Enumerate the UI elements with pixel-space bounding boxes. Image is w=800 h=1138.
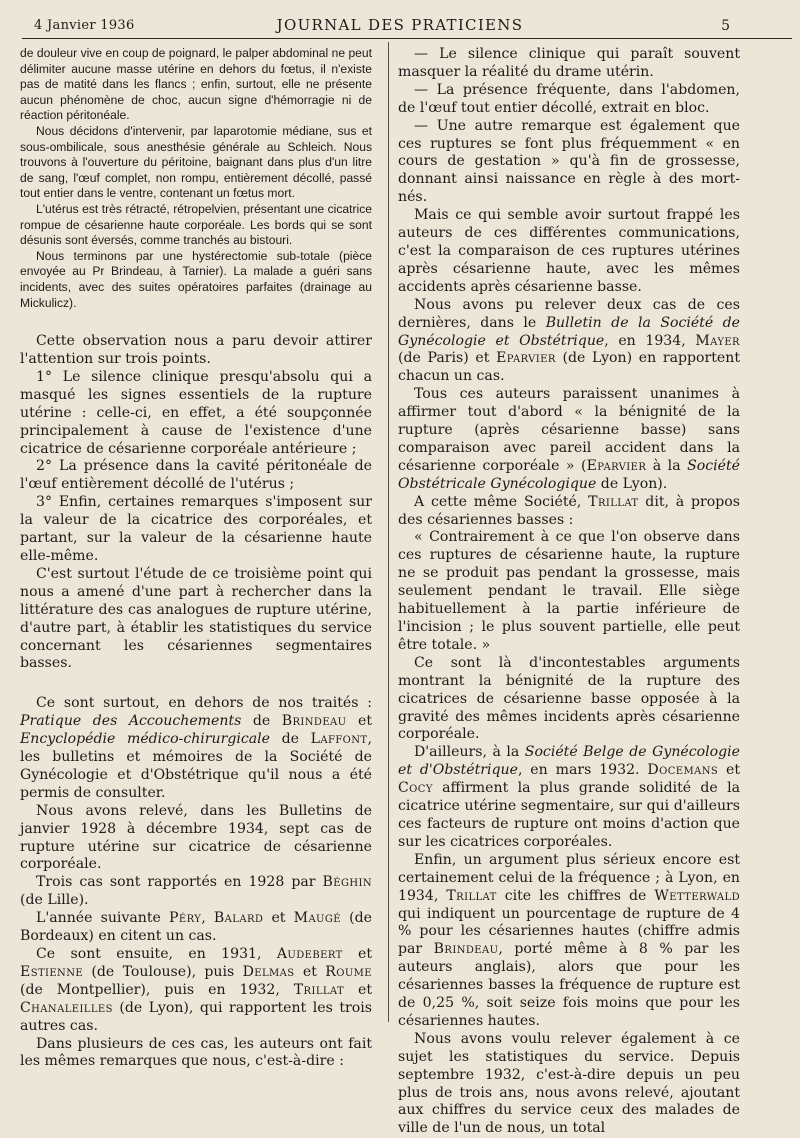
paragraph: Enfin, un argument plus sérieux encore est certainement celui de la fréquence ; à Lyon, en 1934, Trillat cite les chiffres de Wetterwald qui indiquent un pourcentage de rupture de 4 % pour les césariennes hautes (chiffre admis par Brindeau, porté même à 8 % par les auteurs anglais), alors que pour les césariennes basses la fréquence de rupture est de 0,25 %, soit seize fois moins que pour les césariennes hautes. [398, 851, 741, 1029]
journal-title: JOURNAL DES PRATICIENS [276, 16, 524, 34]
issue-date: 4 Janvier 1936 [34, 18, 135, 33]
left-column [20, 46, 372, 1071]
paragraph: Tous ces auteurs paraissent unanimes à affirmer tout d'abord « la bénignité de la rupture (après césarienne basse) sans comparaison avec pareil accident dans la césarienne corporéale » (Eparvier à la Société Obstétricale Gynécologique de Lyon). [398, 386, 740, 492]
paragraph: — Le silence clinique qui paraît souvent masquer la réalité du drame utérin. [398, 46, 740, 80]
paragraph: 2° La présence dans la cavité péritonéale de l'œuf entièrement décollé de l'utérus ; [20, 458, 372, 493]
paragraph: Dans plusieurs de ces cas, les auteurs ont fait les mêmes remarques que nous, c'est-à-dire : [20, 1035, 372, 1070]
paragraph: 3° Enfin, certaines remarques s'imposent sur la valeur de la cicatrice des corporéales, et partant, sur la valeur de la césarienne haute elle-même. [20, 494, 372, 564]
observation-paragraph: Nous terminons par une hystérectomie sub-totale (pièce envoyée au Pr Brindeau, à Tarnier). La malade a guéri sans incidents, avec des suites opératoires parfaites (drainage au Mickulicz). [20, 248, 372, 310]
paragraph: — Une autre remarque est également que ces ruptures se font plus fréquemment « en cours de gestation » qu'à fin de grossesse, donnant ainsi naissance en règle à des mort-nés. [398, 117, 740, 206]
column-divider [388, 42, 389, 1022]
paragraph: L'année suivante Péry, Balard et Maugé (de Bordeaux) en citent un cas. [20, 910, 372, 945]
paragraph: — La présence fréquente, dans l'abdomen, de l'œuf tout entier décollé, extrait en bloc. [398, 81, 740, 116]
header-rule [22, 38, 792, 39]
quotation: « Contrairement à ce que l'on observe dans ces ruptures de césarienne haute, la rupture ne se produit pas pendant la grossesse, mais seulement pendant le travail. Elle siège habituellement à la partie inférieure de l'incision ; le plus souvent partielle, elle peut être totale. » [398, 529, 740, 653]
paragraph: Ce sont surtout, en dehors de nos traités : Pratique des Accouchements de Brindeau et Encyclopédie médico-chirurgicale de Laffont, les bulletins et mémoires de la Société de Gynécologie et d'Obstétrique qu'il nous a été permis de consulter. [20, 695, 373, 801]
paragraph: Ce sont là d'incontestables arguments montrant la bénignité de la rupture des cicatrices de césarienne basse opposée à la gravité des mêmes incidents après césarienne corporéale. [398, 654, 740, 743]
page-number: 5 [721, 18, 730, 34]
observation-paragraph: L'utérus est très rétracté, rétropelvien, présentant une cicatrice rompue de césarienne haute corporéale. Les bords qui se sont désunis sont éversés, comme tranchés au bistouri. [20, 201, 372, 248]
observation-paragraph: de douleur vive en coup de poignard, le palper abdominal ne peut délimiter aucune masse utérine en dehors du fœtus, il n'existe pas de matité dans les flancs ; enfin, surtout, elle ne présente aucun phénomène de choc, aucun signe d'hémorragie ni de réaction péritonéale. [20, 46, 372, 123]
paragraph: A cette même Société, Trillat dit, à propos des césariennes basses : [398, 493, 740, 528]
paragraph: D'ailleurs, à la Société Belge de Gynécologie et d'Obstétrique, en mars 1932. Docemans et Cocy affirment la plus grande solidité de la cicatrice utérine segmentaire, sur qui d'ailleurs ces facteurs de rupture ont moins d'action que sur les cicatrices corporéales. [398, 744, 740, 850]
paragraph: Mais ce qui semble avoir surtout frappé les auteurs de ces différentes communications, c'est la comparaison de ces ruptures utérines après césarienne haute, avec les mêmes accidents après césarienne basse. [398, 207, 740, 295]
paragraph: Ce sont ensuite, en 1931, Audebert et Estienne (de Toulouse), puis Delmas et Roume (de Montpellier), puis en 1932, Trillat et Chanaleilles (de Lyon), qui rapportent les trois autres cas. [20, 946, 373, 1034]
right-column [398, 46, 740, 1138]
observation-paragraph: Nous décidons d'intervenir, par laparotomie médiane, sus et sous-ombilicale, sous anesthésie générale au Schleich. Nous trouvons à l'ouverture du péritoine, baignant dans plus d'un litre de sang, l'œuf complet, non rompu, entièrement décollé, passé tout entier dans le ventre, contenant un fœtus mort. [20, 123, 372, 201]
page-header [0, 0, 800, 44]
paragraph: C'est surtout l'étude de ce troisième point qui nous a amené d'une part à rechercher dans la littérature des cas analogues de rupture utérine, d'autre part, à établir les statistiques du service concernant les césariennes segmentaires basses. [20, 565, 372, 672]
paragraph: 1° Le silence clinique presqu'absolu qui a masqué les signes essentiels de la rupture utérine : celle-ci, en effet, a été soupçonnée principalement à cause de l'existence d'une cicatrice de césarienne corporéale antérieure ; [20, 368, 372, 457]
paragraph: Nous avons voulu relever également à ce sujet les statistiques du service. Depuis septembre 1932, c'est-à-dire depuis un peu plus de trois ans, nous avons relevé, ajoutant aux chiffres du service ceux des malades de ville de l'un de nous, un total [398, 1030, 740, 1137]
paragraph: Nous avons pu relever deux cas de ces dernières, dans le Bulletin de la Société de Gynécologie et Obstétrique, en 1934, Mayer (de Paris) et Eparvier (de Lyon) en rapportent chacun un cas. [398, 296, 740, 385]
body-text [20, 333, 372, 1071]
paragraph: Cette observation nous a paru devoir attirer l'attention sur trois points. [20, 333, 372, 367]
paragraph: Trois cas sont rapportés en 1928 par Béghin (de Lille). [20, 874, 372, 909]
paragraph: Nous avons relevé, dans les Bulletins de janvier 1928 à décembre 1934, sept cas de rupture utérine sur cicatrice de césarienne corporéale. [20, 802, 372, 873]
observation-block [20, 46, 372, 311]
